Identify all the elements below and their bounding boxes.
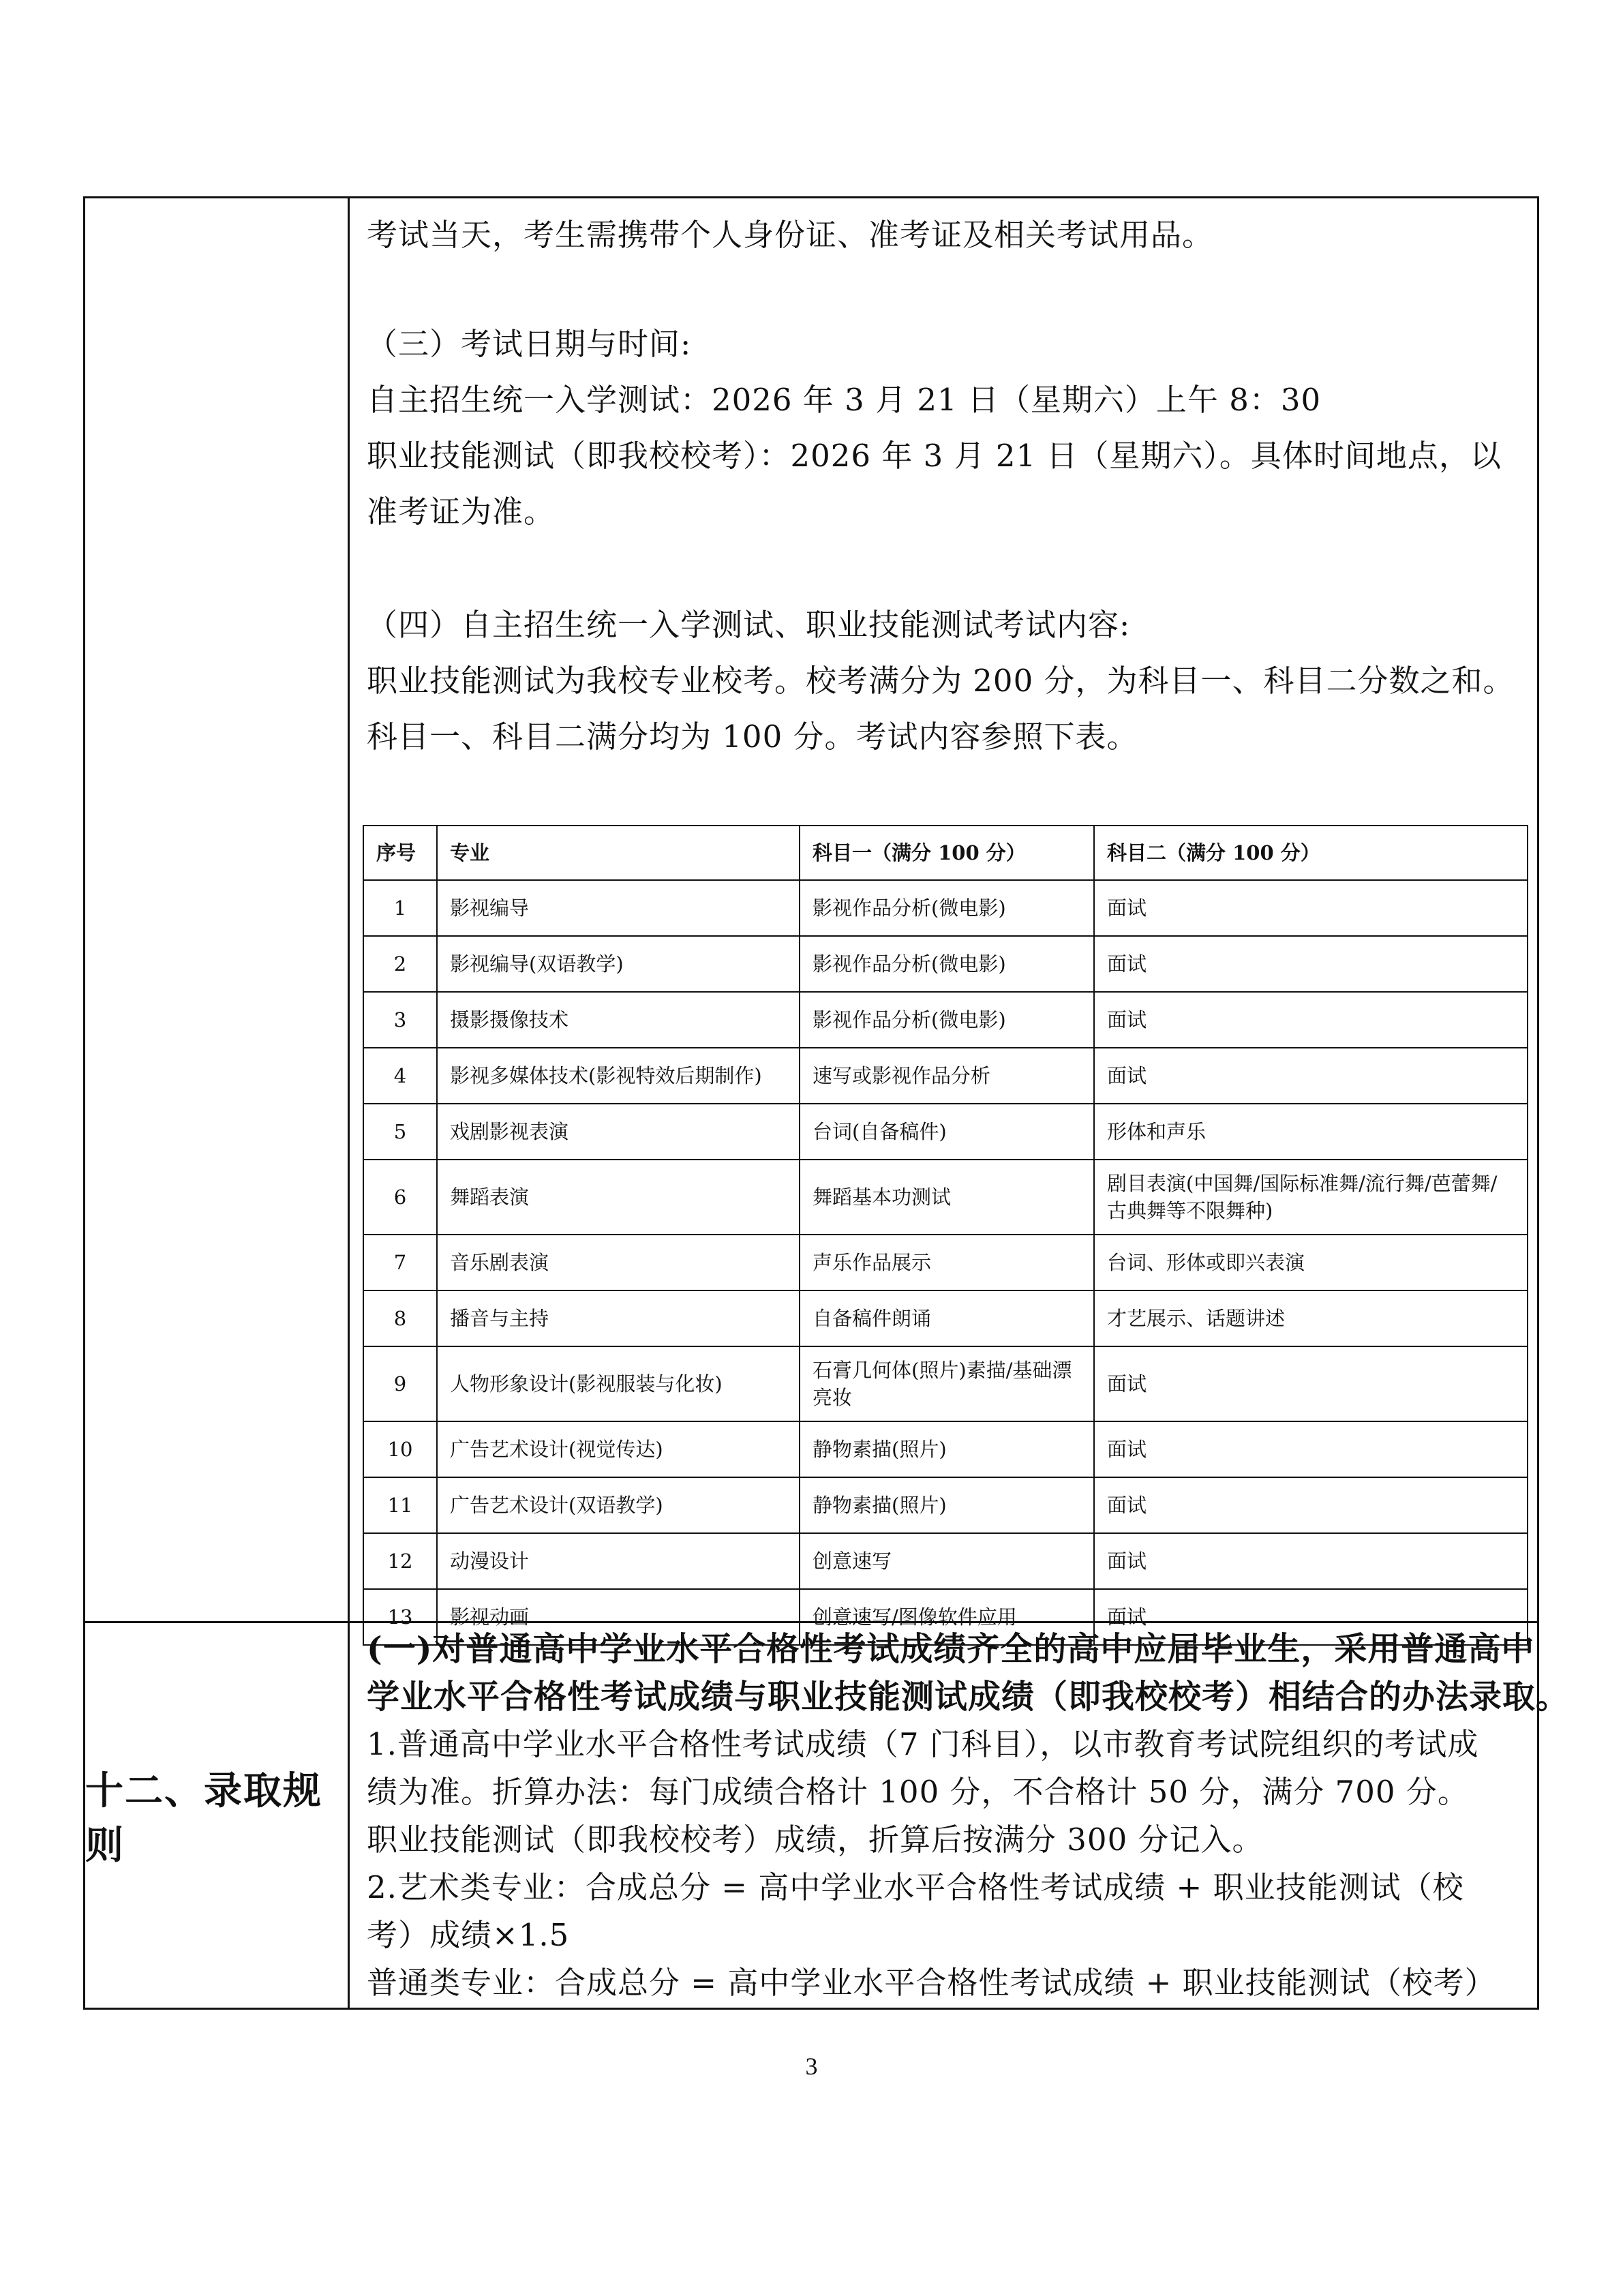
cell-subject-two: 才艺展示、话题讲述 (1094, 1290, 1528, 1346)
cell-subject-one: 舞蹈基本功测试 (800, 1160, 1094, 1235)
cell-subject-one: 创意速写 (800, 1533, 1094, 1589)
cell-subject-one: 创意速写/图像软件应用 (800, 1589, 1094, 1645)
cell-major: 广告艺术设计(视觉传达) (437, 1421, 800, 1477)
table-row (363, 1346, 1528, 1421)
cell-major: 人物形象设计(影视服装与化妆) (437, 1346, 800, 1421)
cell-index: 11 (363, 1477, 437, 1533)
cell-major: 影视多媒体技术(影视特效后期制作) (437, 1048, 800, 1104)
rule-line-6: 普通类专业：合成总分 = 高中学业水平合格性考试成绩 + 职业技能测试（校考） (367, 1965, 1496, 2001)
cell-major: 音乐剧表演 (437, 1235, 800, 1290)
cell-index: 2 (363, 936, 437, 992)
cell-subject-one: 台词(自备稿件) (800, 1104, 1094, 1160)
table-row (363, 1235, 1528, 1290)
table-row (363, 1477, 1528, 1533)
cell-major: 摄影摄像技术 (437, 992, 800, 1048)
table-row (363, 936, 1528, 992)
cell-index: 8 (363, 1290, 437, 1346)
header-subject-two: 科目二（满分 100 分） (1094, 826, 1528, 880)
table-row (363, 1290, 1528, 1346)
rule-heading-line1: (一)对普通高中学业水平合格性考试成绩齐全的高中应届毕业生，采用普通高中 (367, 1630, 1535, 1668)
cell-subject-one: 自备稿件朗诵 (800, 1290, 1094, 1346)
paragraph-score-detail: 科目一、科目二满分均为 100 分。考试内容参照下表。 (367, 719, 1138, 755)
cell-index: 9 (363, 1346, 437, 1421)
table-row (363, 1421, 1528, 1477)
header-major: 专业 (437, 826, 800, 880)
cell-subject-two: 面试 (1094, 1589, 1528, 1645)
cell-subject-one: 声乐作品展示 (800, 1235, 1094, 1290)
cell-index: 13 (363, 1589, 437, 1645)
section-heading-exam-content: （四）自主招生统一入学测试、职业技能测试考试内容: (367, 607, 1131, 643)
table-row (363, 1048, 1528, 1104)
rule-line-1: 1.普通高中学业水平合格性考试成绩（7 门科目），以市教育考试院组织的考试成 (367, 1726, 1479, 1762)
table-row (363, 992, 1528, 1048)
cell-index: 4 (363, 1048, 437, 1104)
cell-subject-two: 形体和声乐 (1094, 1104, 1528, 1160)
section-heading-exam-date: （三）考试日期与时间: (367, 326, 692, 362)
cell-index: 12 (363, 1533, 437, 1589)
cell-index: 10 (363, 1421, 437, 1477)
rule-line-5: 考）成绩×1.5 (367, 1917, 570, 1953)
cell-subject-two: 面试 (1094, 992, 1528, 1048)
header-subject-one: 科目一（满分 100 分） (800, 826, 1094, 880)
cell-major: 动漫设计 (437, 1533, 800, 1589)
row-label-admission-rules: 十二、录取规则 (85, 1768, 322, 1868)
table-row (363, 1104, 1528, 1160)
column-divider (348, 196, 350, 2010)
page-number: 3 (805, 2053, 818, 2080)
paragraph-entrance-test-time: 自主招生统一入学测试：2026 年 3 月 21 日（星期六）上午 8：30 (367, 382, 1322, 418)
cell-subject-two: 台词、形体或即兴表演 (1094, 1235, 1528, 1290)
cell-major: 广告艺术设计(双语教学) (437, 1477, 800, 1533)
cell-major: 戏剧影视表演 (437, 1104, 800, 1160)
cell-subject-one: 石膏几何体(照片)素描/基础漂亮妆 (800, 1346, 1094, 1421)
paragraph-exam-day: 考试当天，考生需携带个人身份证、准考证及相关考试用品。 (367, 217, 1214, 253)
exam-subjects-table (363, 825, 1528, 1646)
rule-line-4: 2.艺术类专业：合成总分 = 高中学业水平合格性考试成绩 + 职业技能测试（校 (367, 1869, 1464, 1905)
cell-subject-two: 面试 (1094, 1477, 1528, 1533)
cell-major: 舞蹈表演 (437, 1160, 800, 1235)
cell-index: 7 (363, 1235, 437, 1290)
table-header-row (363, 826, 1528, 880)
cell-index: 3 (363, 992, 437, 1048)
cell-subject-two: 面试 (1094, 1048, 1528, 1104)
rule-line-3: 职业技能测试（即我校校考）成绩，折算后按满分 300 分记入。 (367, 1822, 1264, 1858)
rule-line-2: 绩为准。折算办法：每门成绩合格计 100 分，不合格计 50 分，满分 700 分。 (367, 1774, 1469, 1810)
table-row (363, 1533, 1528, 1589)
cell-subject-two: 面试 (1094, 880, 1528, 936)
cell-subject-one: 影视作品分析(微电影) (800, 936, 1094, 992)
paragraph-score-total: 职业技能测试为我校专业校考。校考满分为 200 分，为科目一、科目二分数之和。 (367, 663, 1515, 699)
rule-heading-line2: 学业水平合格性考试成绩与职业技能测试成绩（即我校校考）相结合的办法录取。 (367, 1678, 1570, 1716)
cell-subject-one: 影视作品分析(微电影) (800, 992, 1094, 1048)
cell-subject-two: 面试 (1094, 1533, 1528, 1589)
paragraph-skill-test-time-cont: 准考证为准。 (367, 494, 556, 530)
cell-subject-one: 静物素描(照片) (800, 1477, 1094, 1533)
cell-major: 播音与主持 (437, 1290, 800, 1346)
cell-index: 6 (363, 1160, 437, 1235)
cell-major: 影视动画 (437, 1589, 800, 1645)
cell-index: 5 (363, 1104, 437, 1160)
cell-subject-one: 影视作品分析(微电影) (800, 880, 1094, 936)
cell-index: 1 (363, 880, 437, 936)
table-row (363, 1160, 1528, 1235)
cell-subject-one: 静物素描(照片) (800, 1421, 1094, 1477)
cell-subject-two: 剧目表演(中国舞/国际标准舞/流行舞/芭蕾舞/古典舞等不限舞种) (1094, 1160, 1528, 1235)
cell-subject-two: 面试 (1094, 1421, 1528, 1477)
header-index: 序号 (363, 826, 437, 880)
cell-major: 影视编导(双语教学) (437, 936, 800, 992)
cell-subject-two: 面试 (1094, 1346, 1528, 1421)
cell-subject-two: 面试 (1094, 936, 1528, 992)
paragraph-skill-test-time: 职业技能测试（即我校校考）：2026 年 3 月 21 日（星期六）。具体时间地点，以 (367, 438, 1502, 474)
cell-subject-one: 速写或影视作品分析 (800, 1048, 1094, 1104)
table-row (363, 880, 1528, 936)
cell-major: 影视编导 (437, 880, 800, 936)
